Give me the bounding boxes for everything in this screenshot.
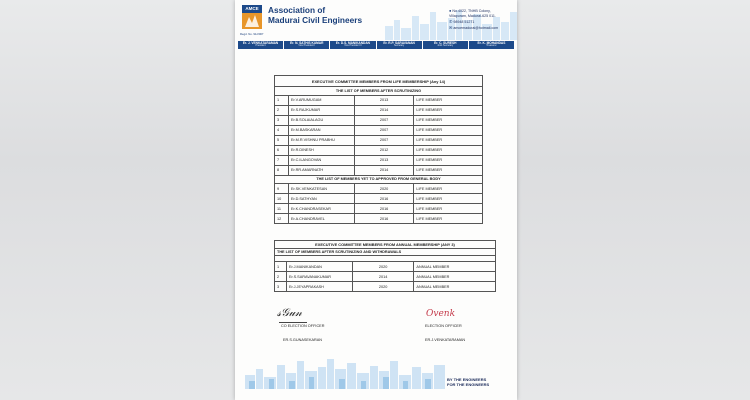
officer-secretary: Er. R.P. SARAVANAN Secretary [377,41,423,49]
table-row [275,272,496,282]
cell-name: Er.V.ARUMUGAM [288,95,354,105]
life-rows-pending [275,184,483,224]
table-row [275,125,483,135]
cell-name: Er.J.JEYAPRAKASH [286,282,352,292]
table-row [275,145,483,155]
officer-president: Er. J. VENKATARAMAN President [238,41,284,49]
tagline-line1: BY THE ENGINEERS [447,377,487,382]
cell-year: 2007 [354,135,414,145]
email-line: ✉amcemadurai@hotmail.com [449,25,499,30]
table-title: EXECUTIVE COMMITTEE MEMBERS FROM LIFE MEMBERSHIP (Any 14) [275,76,483,87]
cell-year: 2013 [354,95,414,105]
phone-line: ✆98948 51271 [449,19,475,24]
cell-year: 2014 [352,272,414,282]
table-row [275,135,483,145]
cell-no: 6 [275,145,289,155]
officer-vice-president-1: Er. N. SATHIS KUMAR Vice President I [284,41,330,49]
officer-treasurer: Er. K. MOHANDAS Treasurer [477,40,506,48]
table-row [275,105,483,115]
org-name-line1: Association of [268,5,326,15]
table-row [275,95,483,105]
cell-name: Er.D.SATHYAN [288,194,354,204]
signature-line-left [279,322,307,323]
co-election-officer-title: CO ELECTION OFFICER [281,324,325,328]
cell-year: 2020 [354,184,414,194]
org-name-line2: Madurai Civil Engineers [268,14,363,25]
table-row [275,204,483,214]
cell-year: 2016 [354,214,414,224]
contact-block [449,8,515,31]
table-title: EXECUTIVE COMMITTEE MEMBERS FROM ANNUAL MEMBERSHIP (ANY 3) [275,241,496,249]
cell-year: 2016 [354,194,414,204]
footer-tagline [447,378,517,388]
cell-name: Er.R.DINESH [288,145,354,155]
cell-no: 5 [275,135,289,145]
cell-no: 8 [275,165,289,175]
officer-joint-secretary: Er. C. SURESH Joint Secretary [423,41,469,49]
cell-name: Er.J.MANIKANDAN [286,262,352,272]
cell-type: LIFE MEMBER [414,125,483,135]
table-row [275,262,496,272]
cell-no: 4 [275,125,289,135]
letterhead [235,0,517,40]
section-heading: THE LIST OF MEMBERS YET TO APPROVED FROM GENERAL BODY [275,175,483,184]
cell-type: LIFE MEMBER [414,95,483,105]
cell-type: LIFE MEMBER [414,165,483,175]
cell-type: LIFE MEMBER [414,194,483,204]
cell-name: Er.M.R.VISHNU PRABHU [288,135,354,145]
cell-year: 2007 [354,125,414,135]
cell-type: LIFE MEMBER [414,105,483,115]
life-rows-approved [275,95,483,175]
co-election-officer-signature: 𝓈𝒢𝓊𝓃 [277,306,302,319]
annual-membership-table [274,240,496,292]
cell-name: Er.A.CHANDRAVEL [288,214,354,224]
cell-type: ANNUAL MEMBER [414,282,496,292]
table-row [275,214,483,224]
cell-type: LIFE MEMBER [414,145,483,155]
cell-name: Er.S.SARAVANAKUMAR [286,272,352,282]
cell-type: LIFE MEMBER [414,135,483,145]
cell-no: 3 [275,115,289,125]
cell-name: Er.RR.AMARNATH [288,165,354,175]
background-right [517,0,750,400]
life-membership-table [274,75,483,224]
cell-type: ANNUAL MEMBER [414,262,496,272]
address-line2: Villapuram, Madurai-625 011. [449,14,496,18]
organization-name [268,6,388,25]
cell-no: 9 [275,184,289,194]
cell-name: Er.SK.VENKATESAN [288,184,354,194]
cell-type: LIFE MEMBER [414,155,483,165]
cell-no: 1 [275,262,287,272]
phone-icon: ✆ [449,19,453,24]
table-row [275,282,496,292]
cell-name: Er.B.SOLAIALAGU [288,115,354,125]
cell-name: Er.S.RAJKUMAR [288,105,354,115]
co-election-officer-name: ER.S.GUNASEKARAN [283,338,323,342]
section-heading: THE LIST OF MEMBERS AFTER SCRUTINIZING [275,87,483,96]
cell-no: 2 [275,105,289,115]
address-line1: ●No.4022, TNHB Colony, [449,8,491,13]
cell-no: 12 [275,214,289,224]
cell-no: 7 [275,155,289,165]
election-officer-signature: Ovenk [426,309,456,319]
table-row [275,115,483,125]
cell-name: Er.M.BASKARAN [288,125,354,135]
election-officer-name: ER.J.VENKATARAMAN [425,338,466,342]
table-row [275,165,483,175]
logo-text: AMCE [245,6,259,11]
registration-number: Regd. No. 91/2007 [240,32,264,36]
section-heading: THE LIST OF MEMBERS AFTER SCRUTINIZING AND WITHDRAWALS [275,249,496,256]
cell-year: 2020 [352,262,414,272]
cell-no: 10 [275,194,289,204]
cell-year: 2007 [354,115,414,125]
cell-name: Er.C.ILANGOVAN [288,155,354,165]
location-pin-icon: ● [449,8,452,13]
cell-year: 2016 [354,204,414,214]
table-row [275,184,483,194]
email-icon: ✉ [449,25,453,30]
officer-vice-president-2: Er. D.S. MANIKANDAN Vice President II [330,41,376,49]
cell-year: 2014 [354,165,414,175]
cell-no: 11 [275,204,289,214]
table-row [275,155,483,165]
document-page [235,0,517,400]
cell-no: 3 [275,282,287,292]
table-row [275,194,483,204]
cell-type: LIFE MEMBER [414,204,483,214]
cell-year: 2013 [354,155,414,165]
cell-type: ANNUAL MEMBER [414,272,496,282]
officers-bar [238,41,514,49]
cell-type: LIFE MEMBER [414,115,483,125]
election-officer-title: ELECTION OFFICER [425,324,462,328]
cell-year: 2014 [354,105,414,115]
background-left [0,0,235,400]
cell-type: LIFE MEMBER [414,214,483,224]
cell-type: LIFE MEMBER [414,184,483,194]
cell-no: 1 [275,95,289,105]
cell-no: 2 [275,272,287,282]
cell-year: 2012 [354,145,414,155]
skyline-footer-graphic [245,355,445,389]
tagline-line2: FOR THE ENGINEERS [447,381,490,387]
annual-rows [275,262,496,292]
cell-year: 2020 [352,282,414,292]
cell-name: Er.K.CHANDRASEKAR [288,204,354,214]
